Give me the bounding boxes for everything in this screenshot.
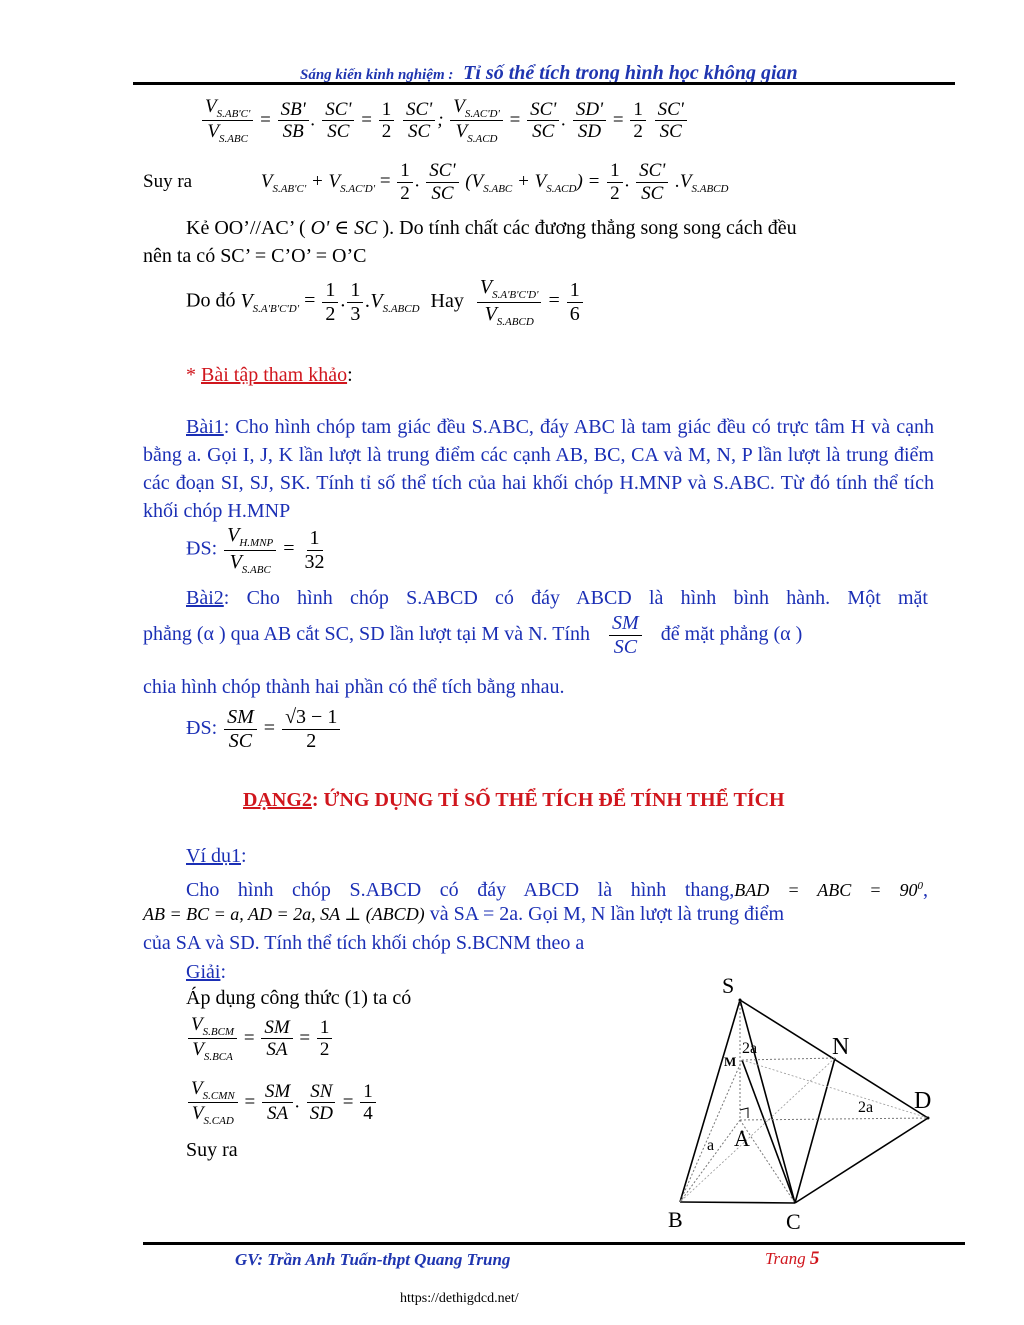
- footer-page: Trang 5: [765, 1248, 820, 1269]
- edge-BC: [680, 1202, 795, 1203]
- solution-heading: Giải:: [186, 961, 226, 983]
- example-1-line2: AB = BC = a, AD = 2a, SA ⊥ (ABCD) và SA = 2a. Gọi M, N lần lượt là trung điểm: [143, 903, 785, 925]
- exercise-2-line1: Bài2: Cho hình chóp S.ABCD có đáy ABCD là hình bình hành. Một mặt: [186, 587, 928, 609]
- edge-SB: [680, 1000, 740, 1202]
- edge-NB: [680, 1058, 835, 1202]
- edge-SC: [740, 1000, 795, 1203]
- label-D: D: [914, 1088, 932, 1114]
- solution-ratio-1: $\frac{V_{S.BCM}}{V_{S.BCA}}$ = $\frac{SM}{SA}$ = $\frac{1}{2}$: [186, 1014, 334, 1064]
- section-dang2-heading: DẠNG2: ỨNG DỤNG TỈ SỐ THỂ TÍCH ĐỂ TÍNH THỂ TÍCH: [243, 789, 785, 811]
- label-B: B: [668, 1207, 683, 1232]
- edge-AB: [680, 1120, 740, 1202]
- label-S: S: [722, 973, 735, 998]
- edge-MB: [680, 1060, 742, 1202]
- exercise-2-line3: chia hình chóp thành hai phần có thể tích bằng nhau.: [143, 676, 565, 698]
- point-S-marker: [739, 999, 742, 1002]
- formula-ratio-line: $\frac{V_{S.AB'C'}}{V_{S.ABC}}$ = $\frac{SB'}{SB}$ . $\frac{SC'}{SC}$ = $\frac{1}{2}$ $\frac{SC'}{SC}$ ; $\frac{V_{S.AC'D'}}{V_{S.ACD}}$ = $\frac{SC'}{SC}$ . $\frac{SD'}{SD}$ = $\frac{1}{2}$ $\frac{SC'}{SC}$: [200, 96, 689, 146]
- label-2a-AD: 2a: [858, 1099, 874, 1116]
- label-C: C: [786, 1209, 801, 1234]
- exercise-2-answer: ĐS: $\frac{SM}{SC}$ = $\frac{√3 - 1}{2}$: [186, 706, 342, 753]
- apply-formula-text: Áp dụng công thức (1) ta có: [186, 987, 412, 1009]
- header-rule: [133, 82, 955, 85]
- example-1-line3: của SA và SD. Tính thể tích khối chóp S.BCNM theo a: [143, 932, 585, 954]
- ke-paragraph: Kẻ OO’//AC’ ( O' ∈ SC ). Do tính chất các đương thẳng song song cách đều nên ta có SC’ = C’O’ = O’C: [143, 217, 797, 267]
- footer-url[interactable]: https://dethigdcd.net/: [400, 1291, 519, 1306]
- example-1-heading: Ví dụ1:: [186, 845, 247, 867]
- reference-exercises-heading: * Bài tập tham khảo:: [186, 364, 353, 386]
- suy-ra-final: Suy ra: [186, 1139, 238, 1161]
- exercise-1-answer: ĐS: $\frac{V_{H.MNP}}{V_{S.ABC}}$ = $\frac{1}{32}$: [186, 524, 325, 576]
- suy-ra-sum-line: Suy ra $V_{S.AB'C'} + V_{S.AC'D'}$ = $\frac{1}{2}$ . $\frac{SC'}{SC}$ $(V_{S.ABC} + V_{S.ACD})$ = $\frac{1}{2}$ . $\frac{SC'}{SC}$ $.V_{S.ABCD}$: [143, 160, 729, 204]
- footer-rule: [143, 1242, 965, 1245]
- right-angle-mark-A: [740, 1108, 748, 1118]
- exercise-2-line2: phẳng (α ) qua AB cắt SC, SD lần lượt tại M và N. Tính $\frac{SM}{SC}$ để mặt phẳng (α ): [143, 612, 803, 658]
- footer-author: GV: Trần Anh Tuấn-thpt Quang Trung: [235, 1250, 511, 1269]
- label-2a-SM: 2a: [742, 1040, 758, 1057]
- label-a-AB: a: [707, 1137, 715, 1154]
- header-left: Sáng kiến kinh nghiệm :: [300, 67, 454, 83]
- header-title: Tỉ số thể tích trong hình học không gian: [463, 62, 798, 84]
- edge-AD: [740, 1118, 928, 1120]
- example-1-line1: Cho hình chóp S.ABCD có đáy ABCD là hình thang,BAD = ABC = $90^0$,: [186, 879, 929, 901]
- label-N: N: [832, 1034, 850, 1060]
- solution-ratio-2: $\frac{V_{S.CMN}}{V_{S.CAD}}$ = $\frac{SM}{SA}$ . $\frac{SN}{SD}$ = $\frac{1}{4}$: [186, 1078, 378, 1128]
- point-D-marker: [927, 1117, 930, 1120]
- exercise-1: Bài1: Cho hình chóp tam giác đều S.ABC, đáy ABC là tam giác đều có trực tâm H và cạnh bằng a. Gọi I, J, K lần lượt là trung điểm các cạnh AB, BC, CA và M, N, P lần lượt là trung điểm các đoạn SI, SJ, SK. Tính tỉ số thể tích của hai khối chóp H.MNP và S.ABC. Từ đó tính thể tích khối chóp H.MNP: [143, 416, 934, 522]
- label-A: A: [734, 1126, 750, 1151]
- label-M: M: [724, 1054, 737, 1069]
- do-do-line: Do đó $V_{S.A'B'C'D'}$ = $\frac{1}{2}$ . $\frac{1}{3}$ $.V_{S.ABCD}$ Hay $\frac{V_{S.A'B'C'D'}}{V_{S.ABCD}}$ = $\frac{1}{6}$: [186, 276, 585, 328]
